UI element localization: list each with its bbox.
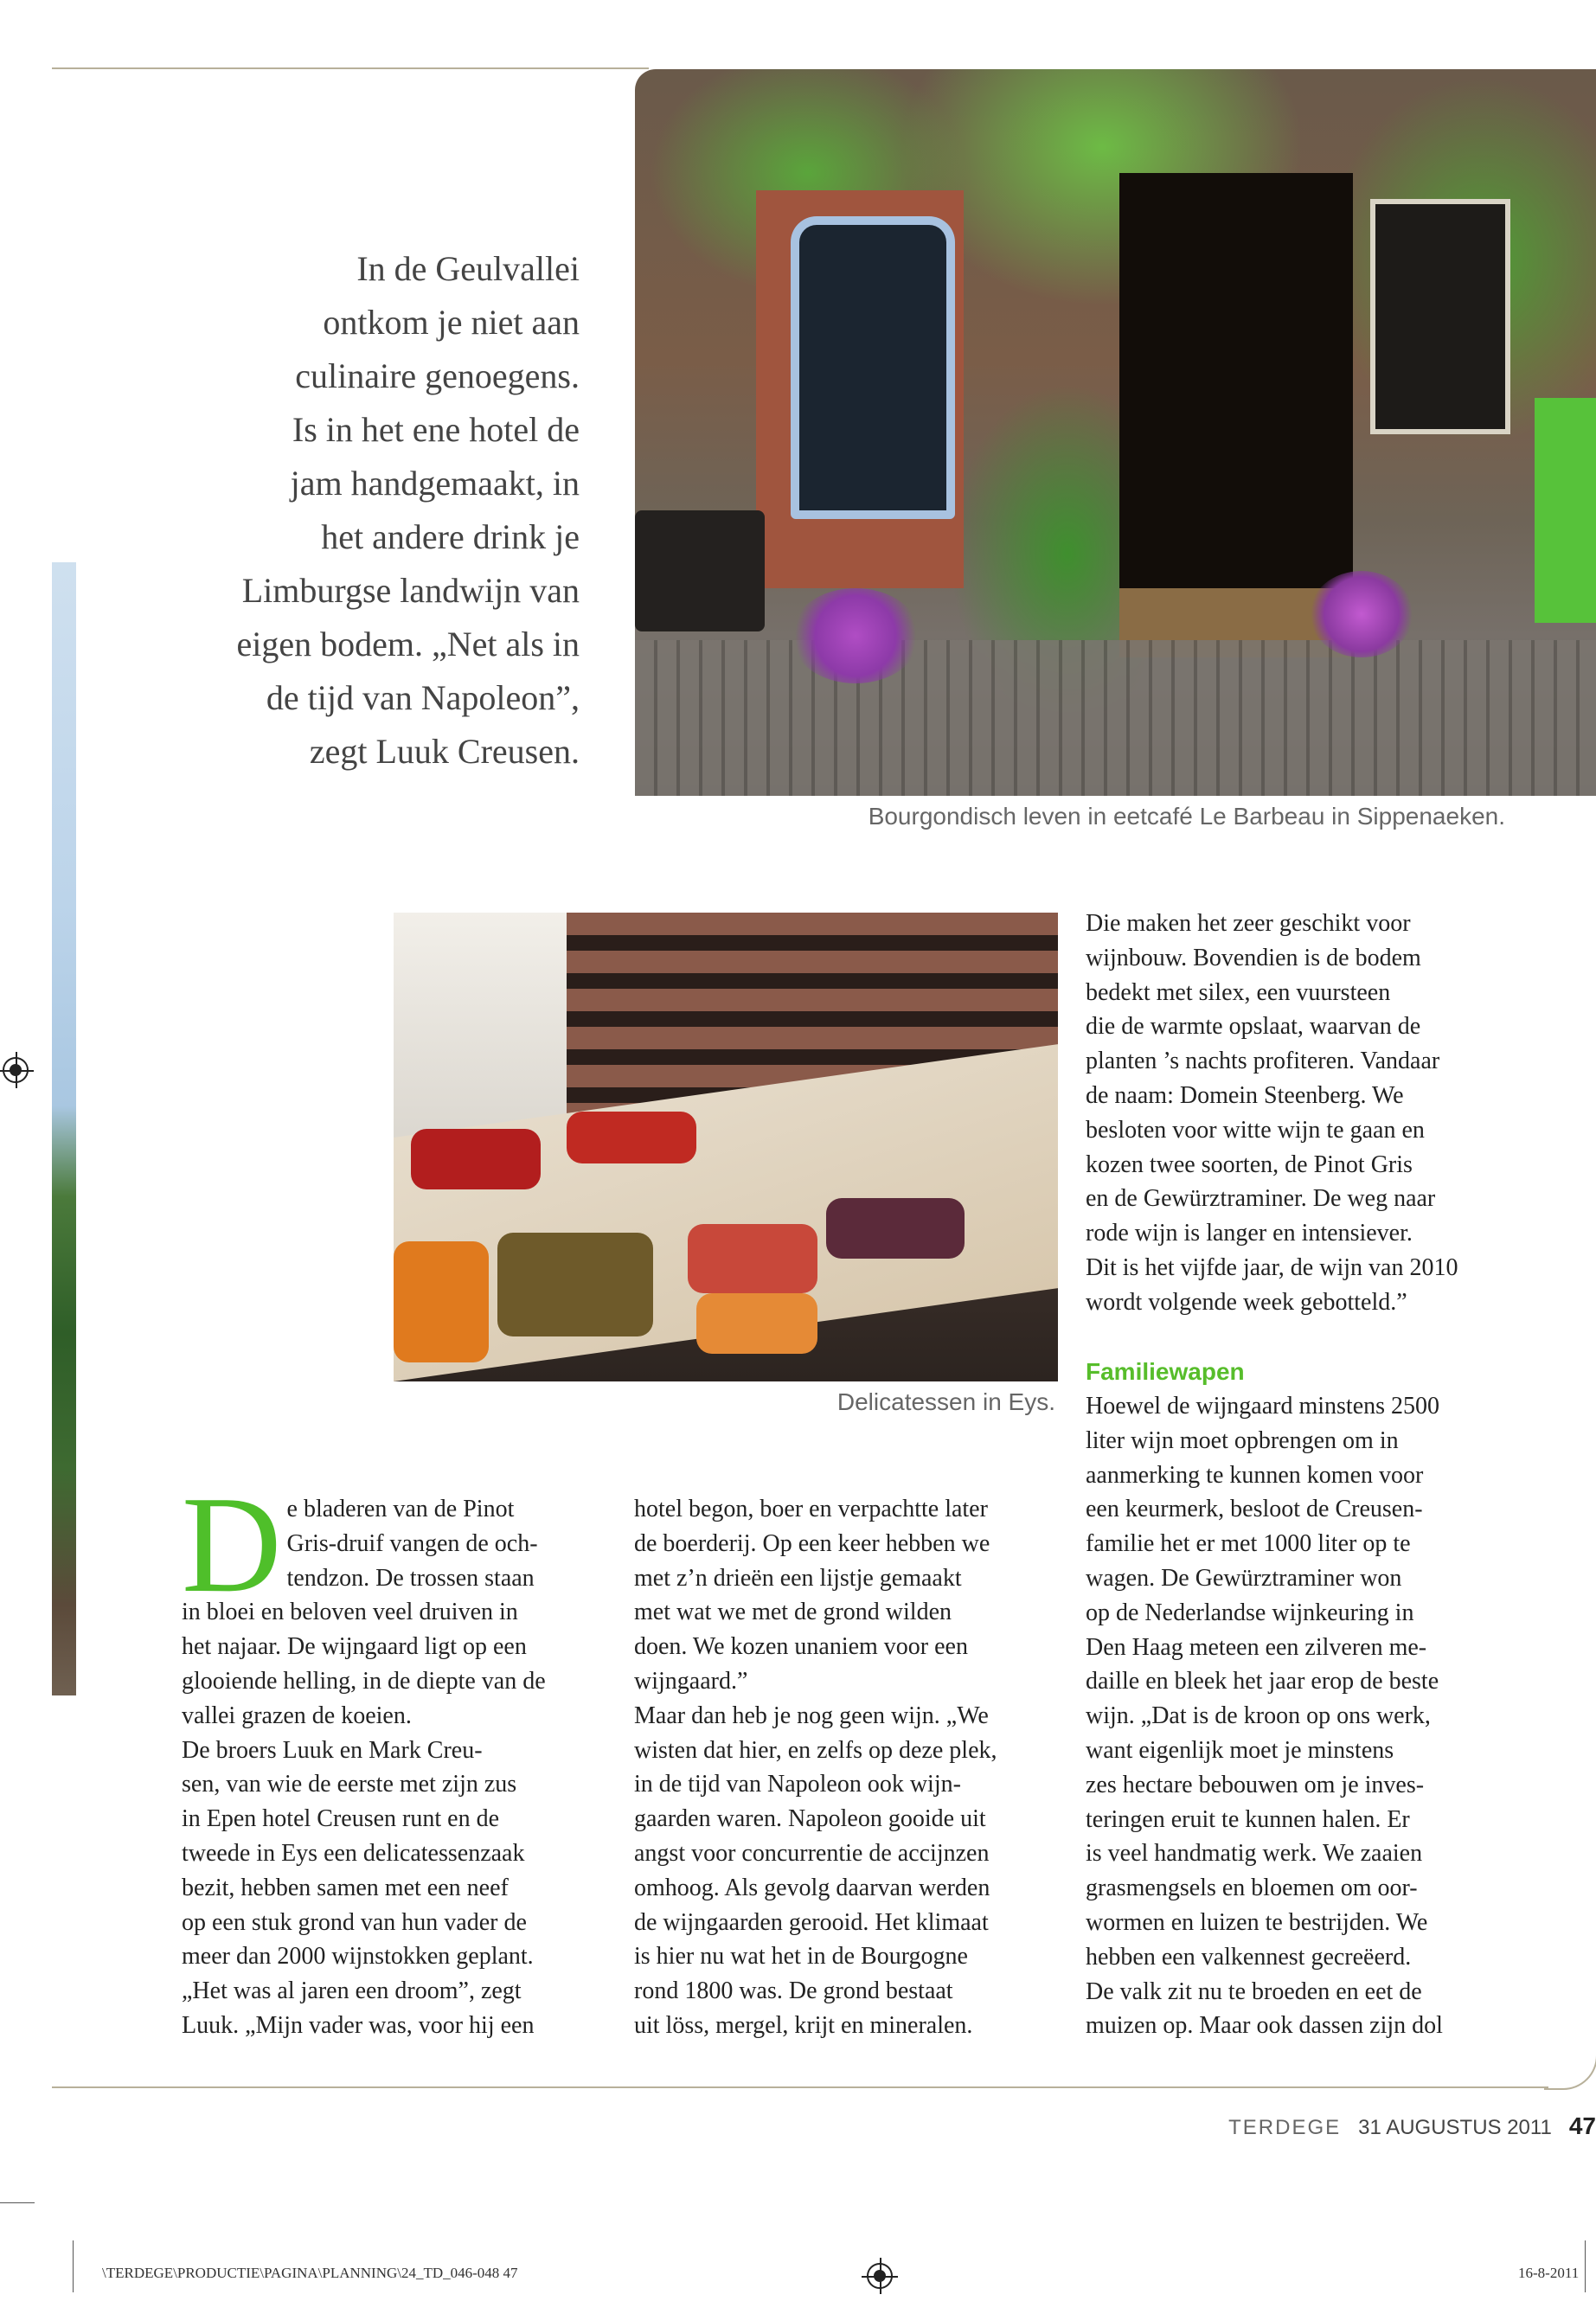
text-line: Limburgse landwijn van (241, 571, 580, 610)
text-line: besloten voor witte wijn te gaan en (1086, 1116, 1425, 1144)
text-line: kozen twee soorten, de Pinot Gris (1086, 1150, 1413, 1178)
text-line: uit löss, mergel, krijt en mineralen. (634, 2011, 973, 2039)
crop-mark-bottom-left (73, 2240, 74, 2292)
text-line: glooiende helling, in de diepte van de (182, 1667, 546, 1695)
text-line: liter wijn moet opbrengen om in (1086, 1426, 1399, 1454)
text-line: de tijd van Napoleon”, (266, 678, 580, 717)
text-line: teringen eruit te kunnen halen. Er (1086, 1805, 1410, 1833)
text-line: sen, van wie de eerste met zijn zus (182, 1771, 517, 1798)
text-line: e bladeren van de Pinot (286, 1496, 515, 1522)
text-line: wagen. De Gewürztraminer won (1086, 1564, 1402, 1592)
text-line: wijnbouw. Bovendien is de bodem (1086, 944, 1421, 971)
text-line: en de Gewürztraminer. De weg naar (1086, 1185, 1436, 1213)
text-line: wordt volgende week gebotteld.” (1086, 1288, 1407, 1316)
text-line: in bloei en beloven veel druiven in (182, 1599, 518, 1626)
pull-quote (147, 242, 580, 779)
flower-pot-right (1310, 571, 1413, 657)
text-line: wijngaard.” (634, 1667, 748, 1695)
text-line: muizen op. Maar ook dassen zijn dol (1086, 2012, 1443, 2040)
text-line: rond 1800 was. De grond bestaat (634, 1977, 953, 2005)
strawberries (411, 1129, 541, 1189)
text-line: meer dan 2000 wijnstokken geplant. (182, 1943, 534, 1971)
text-line: is hier nu wat het in de Bourgogne (634, 1943, 968, 1971)
subheading-familiewapen: Familiewapen (1086, 1358, 1245, 1385)
crop-mark-bottom-right (1585, 2240, 1586, 2292)
text-line: wisten dat hier, en zelfs op deze plek, (634, 1736, 997, 1764)
text-line: een keurmerk, besloot de Creusen- (1086, 1496, 1423, 1523)
top-rule (52, 67, 649, 69)
text-line: Maar dan heb je nog geen wijn. „We (634, 1702, 989, 1729)
registration-mark-left (3, 1057, 29, 1083)
registration-mark-bottom (867, 2263, 893, 2289)
drop-cap: D (182, 1467, 282, 1621)
bottom-rule (52, 2086, 1548, 2088)
text-line: het najaar. De wijngaard ligt op een (182, 1633, 527, 1661)
grapes (826, 1198, 965, 1259)
text-line: bedekt met silex, een vuursteen (1086, 978, 1391, 1006)
print-slug-path: \TERDEGE\PRODUCTIE\PAGINA\PLANNING\24_TD_046-048 47 (102, 2265, 518, 2281)
text-line: tweede in Eys een delicatessenzaak (182, 1839, 525, 1867)
menu-chalkboard (791, 216, 955, 519)
text-line: planten ’s nachts profiteren. Vandaar (1086, 1048, 1440, 1075)
text-line: hotel begon, boer en verpachtte later (634, 1496, 988, 1522)
print-slug-date: 16-8-2011 (1518, 2265, 1580, 2281)
text-line: „Het was al jaren een droom”, zegt (182, 1977, 522, 2005)
flower-pot-left (791, 588, 920, 683)
article-column-3-bottom (1086, 1389, 1570, 2043)
text-line: culinaire genoegens. (295, 356, 580, 395)
text-line: Den Haag meteen een zilveren me- (1086, 1633, 1427, 1661)
text-line: gaarden waren. Napoleon gooide uit (634, 1805, 986, 1833)
text-line: wijn. „Dat is de kroon op ons werk, (1086, 1702, 1431, 1730)
text-line: In de Geulvallei (356, 249, 580, 288)
cafe-photo (635, 69, 1596, 796)
text-line: die de warmte opslaat, waarvan de (1086, 1013, 1421, 1041)
text-line: hebben een valkennest gecreëerd. (1086, 1943, 1412, 1971)
text-line: Dit is het vijfde jaar, de wijn van 2010 (1086, 1253, 1458, 1281)
text-line: aanmerking te kunnen komen voor (1086, 1461, 1424, 1489)
text-line: ontkom je niet aan (323, 303, 580, 342)
text-line: De valk zit nu te broeden en eet de (1086, 1977, 1422, 2005)
text-line: in Epen hotel Creusen runt en de (182, 1805, 500, 1833)
text-line: met z’n drieën een lijstje gemaakt (634, 1564, 962, 1592)
peaches (688, 1224, 817, 1293)
text-line: zegt Luuk Creusen. (309, 732, 580, 771)
cafe-sign (635, 510, 765, 631)
text-line: vallei grazen de koeien. (182, 1702, 412, 1729)
text-line: Luuk. „Mijn vader was, voor hij een (182, 2011, 535, 2039)
text-line: Die maken het zeer geschikt voor (1086, 910, 1411, 937)
text-line: omhoog. Als gevolg daarvan werden (634, 1874, 990, 1901)
text-line: zes hectare bebouwen om je inves- (1086, 1771, 1425, 1798)
text-line: angst voor concurrentie de accijnzen (634, 1839, 990, 1867)
issue-date: 31 AUGUSTUS 2011 (1358, 2116, 1552, 2139)
menu-board-right (1370, 199, 1510, 434)
article-column-3-top (1086, 907, 1570, 1320)
article-column-2 (634, 1492, 1067, 2043)
text-line: jam handgemaakt, in (290, 464, 580, 503)
oranges (394, 1241, 489, 1362)
text-line: grasmengsels en bloemen om oor- (1086, 1875, 1418, 1902)
text-line: de naam: Domein Steenberg. We (1086, 1081, 1404, 1109)
text-line: op de Nederlandse wijnkeuring in (1086, 1599, 1414, 1626)
cafe-photo-caption: Bourgondisch leven in eetcafé Le Barbeau in Sippenaeken. (868, 803, 1505, 830)
text-line: familie het er met 1000 liter op te (1086, 1530, 1411, 1558)
text-line: in de tijd van Napoleon ook wijn- (634, 1771, 961, 1798)
text-line: rode wijn is langer en intensiever. (1086, 1220, 1413, 1247)
delicatessen-photo-caption: Delicatessen in Eys. (836, 1388, 1055, 1415)
text-line: de boerderij. Op een keer hebben we (634, 1529, 990, 1557)
text-line: wormen en luizen te bestrijden. We (1086, 1908, 1428, 1936)
text-line: eigen bodem. „Net als in (236, 625, 580, 663)
text-line: tendzon. De trossen staan (286, 1564, 535, 1592)
cafe-doorway (1119, 173, 1353, 657)
text-line: is veel handmatig werk. We zaaien (1086, 1840, 1423, 1868)
crop-mark-top-left (0, 2202, 35, 2203)
text-line: met wat we met de grond wilden (634, 1599, 952, 1626)
text-line: De broers Luuk en Mark Creu- (182, 1736, 483, 1764)
text-line: de wijngaarden gerooid. Het klimaat (634, 1908, 989, 1936)
apricots (696, 1293, 817, 1354)
pineapples (497, 1233, 653, 1336)
text-line: op een stuk grond van hun vader de (182, 1908, 527, 1936)
strawberries-2 (567, 1112, 696, 1163)
left-photo-strip (52, 562, 76, 1695)
text-line: want eigenlijk moet je minstens (1086, 1736, 1394, 1764)
text-line: Gris-druif vangen de och- (286, 1529, 538, 1557)
green-sign (1535, 398, 1596, 623)
article-column-1 (182, 1467, 614, 2043)
text-line: doen. We kozen unaniem voor een (634, 1633, 968, 1661)
text-line: Is in het ene hotel de (292, 410, 580, 449)
text-line: Hoewel de wijngaard minstens 2500 (1086, 1393, 1440, 1420)
delicatessen-photo (394, 913, 1058, 1381)
magazine-name: TERDEGE (1228, 2116, 1342, 2139)
page-number: 47 (1568, 2112, 1596, 2139)
text-line: daille en bleek het jaar erop de beste (1086, 1668, 1439, 1695)
bottom-right-corner (1544, 2050, 1596, 2090)
text-line: bezit, hebben samen met een neef (182, 1874, 509, 1901)
cobblestones (635, 640, 1596, 796)
text-line: het andere drink je (321, 517, 580, 556)
page-folio (1228, 2112, 1596, 2140)
